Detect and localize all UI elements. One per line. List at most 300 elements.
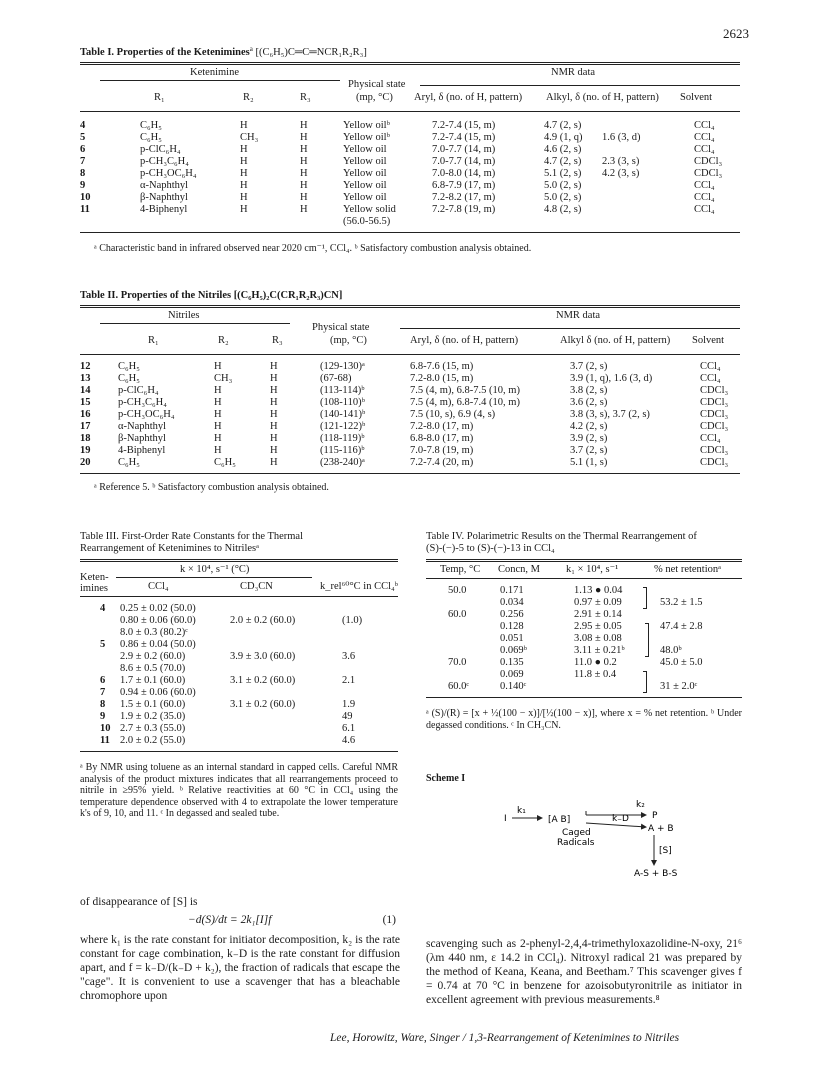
table-cell: 7.2-7.4 (15, m) [432, 120, 496, 131]
table-row [80, 603, 398, 615]
table-cell: H [300, 180, 308, 191]
table-cell: H [300, 204, 308, 215]
header-mp: (mp, °C) [356, 92, 393, 103]
header-nmr: NMR data [551, 67, 596, 78]
table-cell: H [214, 409, 222, 420]
table-cell: 0.86 ± 0.04 (50.0) [120, 639, 196, 650]
table-cell: H [270, 409, 278, 420]
table-cell: α-Naphthyl [140, 180, 189, 191]
table-row [80, 204, 740, 216]
table-cell: 10 [80, 192, 91, 203]
table-row [80, 723, 398, 735]
header-solvent: Solvent [692, 335, 725, 346]
table-cell: C₆H₅ [118, 373, 140, 384]
table-cell: 4.6 [342, 735, 356, 746]
scheme-diagram [426, 787, 742, 877]
scheme-ab: A + B [648, 824, 674, 834]
table-cell: p-CH₃OC₆H₄ [118, 409, 175, 420]
table-cell: 11.8 ± 0.4 [574, 669, 617, 680]
table-cell: C₆H₅ [214, 457, 236, 468]
table-cell: 11 [80, 204, 90, 215]
body-paragraph: scavenging such as 2-phenyl-2,4,4-trimethyloxazolidine-N-oxy, 21⁶ (λm 440 nm, ε 14.2 in CCl₄). Nitroxyl radical 21 was prepared by the method of Keana, Keana, and Beetham.⁷ This scavenger gives f = 0.74 at 70 °C in benzene for azoisobutyronitrile as initiator in excellent agreement with previous measurements.⁸ [426, 938, 742, 1006]
table-row [426, 681, 742, 693]
table-cell: (140-141)ᵇ [320, 409, 366, 420]
table-cell: 7.0-7.8 (19, m) [410, 445, 474, 456]
header-nitriles: Nitriles [168, 310, 200, 321]
table-cell: C₆H₅ [118, 457, 140, 468]
table-cell: 8 [80, 168, 86, 179]
table-cell: 3.9 ± 3.0 (60.0) [230, 651, 296, 662]
header-r1: R₁ [148, 335, 159, 346]
header-r2: R₂ [218, 335, 229, 346]
table-cell: 0.256 [500, 609, 524, 620]
table-2-footnote: ᵃ Reference 5. ᵇ Satisfactory combustion analysis obtained. [94, 482, 329, 493]
table-cell: 60.0ᶜ [448, 681, 470, 692]
table-cell: 6.8-8.0 (17, m) [410, 433, 474, 444]
scheme-cage: [A B] [548, 815, 571, 825]
table-cell: 4.7 (2, s) [544, 156, 582, 167]
table-cell: (129-130)ᵃ [320, 361, 365, 372]
table-cell: H [300, 144, 308, 155]
table-3-body [80, 603, 398, 747]
scheme-products: A-S + B-S [634, 869, 678, 877]
table-cell: 2.7 ± 0.3 (55.0) [120, 723, 186, 734]
header-concn: Concn, M [498, 564, 540, 575]
table-cell: 0.135 [500, 657, 524, 668]
table-cell: p-CH₃OC₆H₄ [140, 168, 197, 179]
table-cell: 0.034 [500, 597, 524, 608]
table-cell: 0.171 [500, 585, 524, 596]
table-2-header [80, 308, 740, 354]
table-cell: H [300, 120, 308, 131]
page-number: 2623 [723, 26, 749, 41]
table-cell: H [300, 192, 308, 203]
table-cell: H [270, 397, 278, 408]
caption-line: (S)-(−)-5 to (S)-(−)-13 in CCl₄ [426, 543, 555, 554]
body-left [80, 895, 400, 1003]
table-cell: CCl₄ [694, 192, 715, 203]
table-row [80, 216, 740, 228]
header-r3: R₃ [300, 92, 311, 103]
table-cell: β-Naphthyl [140, 192, 188, 203]
table-cell: 4.2 (3, s) [602, 168, 640, 179]
table-cell: (67-68) [320, 373, 352, 384]
table-cell: 19 [80, 445, 91, 456]
body-paragraph: where k₁ is the rate constant for initiator decomposition, k₂ is the rate constant for cage combination, k₋D is the rate constant for diffusion apart, and f = k₋D/(k₋D + k₂), the fraction of radicals that escape the "cage". It is convenient to use a scavenger that has a bleachable chromophore upon [80, 934, 400, 1002]
table-1 [80, 47, 740, 255]
table-row [80, 627, 398, 639]
table-cell: CCl₄ [694, 144, 715, 155]
scheme-s: [S] [659, 846, 672, 856]
table-cell: (121-122)ᵇ [320, 421, 366, 432]
table-cell: p-ClC₆H₄ [140, 144, 181, 155]
table-cell: (115-116)ᵇ [320, 445, 365, 456]
header-aryl: Aryl, δ (no. of H, pattern) [410, 335, 519, 346]
table-cell: H [270, 433, 278, 444]
scheme-1 [426, 773, 742, 877]
table-cell: CDCl₃ [694, 156, 723, 167]
table-cell: 6.8-7.9 (17, m) [432, 180, 496, 191]
table-row [80, 168, 740, 180]
table-cell: 1.9 ± 0.2 (35.0) [120, 711, 186, 722]
table-cell: 0.069 [500, 669, 524, 680]
table-row [426, 621, 742, 633]
table-cell: H [214, 385, 222, 396]
table-cell: 60.0 [448, 609, 467, 620]
table-cell: 7.2-8.2 (17, m) [432, 192, 496, 203]
table-row [80, 615, 398, 627]
table-cell: (108-110)ᵇ [320, 397, 365, 408]
table-row [80, 699, 398, 711]
table-4 [426, 531, 742, 732]
table-cell: 7.2-7.4 (20, m) [410, 457, 474, 468]
table-row [426, 669, 742, 681]
table-cell: CCl₄ [700, 373, 721, 384]
table-cell: 4 [80, 120, 86, 131]
table-cell: CCl₄ [694, 204, 715, 215]
table-cell: CDCl₃ [700, 385, 729, 396]
table-row [80, 711, 398, 723]
table-row [80, 445, 740, 457]
table-cell: 6.8-7.6 (15, m) [410, 361, 474, 372]
table-3-caption [80, 531, 398, 555]
header-physical-state: Physical state [312, 322, 370, 333]
table-cell: 1.5 ± 0.1 (60.0) [120, 699, 186, 710]
equation-1 [80, 913, 400, 933]
table-row [80, 409, 740, 421]
table-cell: 4-Biphenyl [118, 445, 166, 456]
table-cell: p-CH₃C₆H₄ [118, 397, 167, 408]
body-intro: of disappearance of [S] is [80, 896, 198, 908]
header-k: k × 10⁴, s⁻¹ (°C) [180, 564, 250, 575]
table-cell: 4.8 (2, s) [544, 204, 582, 215]
table-cell: CCl₄ [694, 180, 715, 191]
table-cell: 17 [80, 421, 91, 432]
table-cell: H [270, 373, 278, 384]
table-row [80, 192, 740, 204]
table-row [80, 457, 740, 469]
table-cell: H [240, 144, 248, 155]
table-cell: 1.9 [342, 699, 356, 710]
table-cell: 2.9 ± 0.2 (60.0) [120, 651, 186, 662]
header-mp: (mp, °C) [330, 335, 367, 346]
table-cell: 7.5 (10, s), 6.9 (4, s) [410, 409, 496, 420]
table-cell: 3.08 ± 0.08 [574, 633, 622, 644]
table-cell: 2.1 [342, 675, 356, 686]
running-footer: Lee, Horowitz, Ware, Singer / 1,3-Rearrangement of Ketenimines to Nitriles [330, 1032, 680, 1044]
table-cell: 5.0 (2, s) [544, 180, 582, 191]
table-cell: H [300, 132, 308, 143]
table-cell: 4 [100, 603, 106, 614]
table-4-header [426, 562, 742, 578]
scheme-k2: k₂ [636, 800, 645, 810]
table-cell: 8.6 ± 0.5 (70.0) [120, 663, 186, 674]
table-cell: 0.97 ± 0.09 [574, 597, 622, 608]
table-cell: 5 [80, 132, 86, 143]
equation: −d(S)/dt = 2k₁[I]f [188, 914, 272, 926]
table-cell: 47.4 ± 2.8 [660, 621, 703, 632]
table-cell: 4.7 (2, s) [544, 120, 582, 131]
table-3-header [80, 562, 398, 596]
table-cell: p-ClC₆H₄ [118, 385, 159, 396]
table-cell: C₆H₅ [140, 132, 162, 143]
table-cell: 50.0 [448, 585, 467, 596]
table-cell: 15 [80, 397, 91, 408]
table-1-footnote: ᵃ Characteristic band in infrared observed near 2020 cm⁻¹, CCl₄. ᵇ Satisfactory combustion analysis obtained. [94, 243, 532, 254]
header-keten: Keten- [80, 572, 109, 583]
table-cell: (1.0) [342, 615, 363, 626]
table-cell: 4-Biphenyl [140, 204, 188, 215]
table-cell: 3.11 ± 0.21ᵇ [574, 645, 625, 656]
header-r3: R₃ [272, 335, 283, 346]
table-cell: 16 [80, 409, 91, 420]
table-row [80, 397, 740, 409]
table-cell: 14 [80, 385, 91, 396]
table-cell: 7.0-7.7 (14, m) [432, 156, 496, 167]
table-2-body [80, 361, 740, 469]
table-cell: 11 [100, 735, 110, 746]
header-ketenimine: Ketenimine [190, 67, 239, 78]
table-cell: 3.7 (2, s) [570, 361, 608, 372]
table-cell: 10 [100, 723, 111, 734]
header-solvent: Solvent [680, 92, 713, 103]
table-cell: 7 [80, 156, 86, 167]
table-row [80, 361, 740, 373]
equation-number: (1) [382, 914, 396, 926]
header-physical-state: Physical state [348, 79, 406, 90]
table-cell: 48.0ᵇ [660, 645, 682, 656]
table-cell: CCl₄ [694, 132, 715, 143]
table-cell: H [214, 421, 222, 432]
table-cell: 6 [100, 675, 106, 686]
table-cell: 70.0 [448, 657, 467, 668]
table-4-body [426, 585, 742, 693]
table-cell: C₆H₅ [140, 120, 162, 131]
table-cell: CCl₄ [700, 361, 721, 372]
table-cell: 1.13 ● 0.04 [574, 585, 623, 596]
table-cell: 11.0 ● 0.2 [574, 657, 617, 668]
table-cell: H [214, 445, 222, 456]
table-cell: 0.80 ± 0.06 (60.0) [120, 615, 196, 626]
table-cell: 3.7 (2, s) [570, 445, 608, 456]
table-cell: CDCl₃ [700, 409, 729, 420]
table-cell: 49 [342, 711, 353, 722]
scheme-reactant: I [504, 814, 507, 824]
table-cell: H [240, 192, 248, 203]
table-cell: Yellow oilᵇ [343, 132, 390, 143]
table-3 [80, 531, 398, 820]
table-cell: (56.0-56.5) [343, 216, 391, 227]
table-row [80, 651, 398, 663]
table-cell: 7.5 (4, m), 6.8-7.4 (10, m) [410, 397, 520, 408]
table-cell: 12 [80, 361, 91, 372]
scheme-title: Scheme I [426, 773, 466, 784]
table-cell: 3.8 (2, s) [570, 385, 608, 396]
table-cell: 7.2-8.0 (17, m) [410, 421, 474, 432]
table-cell: H [240, 180, 248, 191]
table-cell: CDCl₃ [700, 421, 729, 432]
table-cell: H [270, 385, 278, 396]
table-row [80, 120, 740, 132]
table-cell: 53.2 ± 1.5 [660, 597, 703, 608]
table-cell: H [270, 361, 278, 372]
table-cell: H [240, 156, 248, 167]
table-cell: 3.6 [342, 651, 356, 662]
table-cell: 3.9 (2, s) [570, 433, 608, 444]
header-nmr: NMR data [556, 310, 601, 321]
table-cell: (118-119)ᵇ [320, 433, 365, 444]
table-cell: 7.2-7.8 (19, m) [432, 204, 496, 215]
header-krel: k_rel⁶⁰°C in CCl₄ᵇ [320, 581, 398, 592]
table-cell: Yellow oil [343, 192, 387, 203]
table-cell: 7.0-7.7 (14, m) [432, 144, 496, 155]
table-row [80, 421, 740, 433]
header-temp: Temp, °C [440, 564, 481, 575]
table-cell: Yellow oil [343, 156, 387, 167]
table-cell: H [214, 433, 222, 444]
table-cell: 1.7 ± 0.1 (60.0) [120, 675, 186, 686]
table-cell: 7.2-7.4 (15, m) [432, 132, 496, 143]
table-1-body [80, 120, 740, 216]
table-1-caption: Table I. Properties of the Ketenimines$^a$ [(C₆H₅)C═C═NCR₁R₂R₃] [80, 45, 367, 58]
header-retention: % net retentionᵃ [654, 564, 722, 575]
table-cell: 0.25 ± 0.02 (50.0) [120, 603, 196, 614]
table-cell: 0.069ᵇ [500, 645, 527, 656]
table-cell: 4.9 (1, q) [544, 132, 583, 143]
table-row [80, 735, 398, 747]
table-3-footnote: ᵃ By NMR using toluene as an internal standard in capped cells. Careful NMR analysis of the product mixtures indicates that all rearrangements proceed to nitrile in ≥95% yield. ᵇ Relative reactivities at 60 °C in CCl₄ using the temperature dependence observed with 4 to extrapolate the lower temperature k's of 9, 10, and 11. ᶜ In degassed and sealed tube. [80, 762, 398, 819]
caption-line: Rearrangement of Ketenimines to Nitrilesᵃ [80, 543, 259, 554]
table-cell: CH₃ [240, 132, 259, 143]
table-cell: 5.0 (2, s) [544, 192, 582, 203]
table-row [426, 657, 742, 669]
table-cell: CDCl₃ [700, 457, 729, 468]
header-alkyl: Alkyl δ (no. of H, pattern) [560, 335, 671, 346]
table-cell: Yellow oil [343, 180, 387, 191]
table-cell: H [240, 168, 248, 179]
table-row [426, 597, 742, 609]
table-cell: 6 [80, 144, 86, 155]
table-row [426, 645, 742, 657]
table-cell: 45.0 ± 5.0 [660, 657, 703, 668]
table-row [80, 144, 740, 156]
table-cell: 18 [80, 433, 91, 444]
table-cell: 7.0-8.0 (14, m) [432, 168, 496, 179]
table-cell: 8.0 ± 0.3 (80.2)ᶜ [120, 627, 188, 638]
table-cell: (113-114)ᵇ [320, 385, 365, 396]
header-r2: R₂ [243, 92, 254, 103]
table-row [80, 373, 740, 385]
table-cell: CDCl₃ [694, 168, 723, 179]
table-cell: H [270, 445, 278, 456]
header-r1: R₁ [154, 92, 165, 103]
table-cell: H [240, 204, 248, 215]
table-row [80, 433, 740, 445]
table-cell: 2.91 ± 0.14 [574, 609, 622, 620]
table-cell: p-CH₃C₆H₄ [140, 156, 189, 167]
scheme-p: P [652, 811, 658, 821]
header-k1: k₁ × 10⁴, s⁻¹ [566, 564, 619, 575]
table-cell: Yellow oil [343, 168, 387, 179]
table-cell: CCl₄ [700, 433, 721, 444]
table-cell: 0.140ᶜ [500, 681, 527, 692]
caption-line: Table IV. Polarimetric Results on the Thermal Rearrangement of [426, 531, 697, 542]
table-cell: H [214, 361, 222, 372]
table-cell: 5.1 (1, s) [570, 457, 608, 468]
table-cell: CDCl₃ [700, 397, 729, 408]
table-cell: 3.8 (3, s), 3.7 (2, s) [570, 409, 650, 420]
table-row [426, 609, 742, 621]
table-cell: C₆H₅ [118, 361, 140, 372]
table-cell: 5 [100, 639, 106, 650]
table-cell: 5.1 (2, s) [544, 168, 582, 179]
table-cell: 13 [80, 373, 91, 384]
table-cell: 2.0 ± 0.2 (60.0) [230, 615, 296, 626]
table-cell: H [270, 421, 278, 432]
table-cell: 20 [80, 457, 91, 468]
table-row [80, 385, 740, 397]
table-cell: 8 [100, 699, 106, 710]
header-ccl4: CCl₄ [148, 581, 169, 592]
caption-line: Table III. First-Order Rate Constants for the Thermal [80, 531, 304, 542]
table-cell: 9 [80, 180, 86, 191]
table-cell: CDCl₃ [700, 445, 729, 456]
table-cell: 0.051 [500, 633, 524, 644]
table-cell: (238-240)ᵃ [320, 457, 365, 468]
table-2 [80, 290, 740, 494]
table-cell: 3.6 (2, s) [570, 397, 608, 408]
table-4-footnote: ᵃ (S)/(R) = [x + ½(100 − x)]/[½(100 − x)], where x = % net retention. ᵇ Under degassed conditions. ᶜ In CH₃CN. [426, 708, 742, 731]
table-cell: 1.6 (3, d) [602, 132, 641, 143]
table-cell: β-Naphthyl [118, 433, 166, 444]
table-cell: CCl₄ [694, 120, 715, 131]
table-row [426, 633, 742, 645]
table-row [80, 132, 740, 144]
table-cell: 2.95 ± 0.05 [574, 621, 622, 632]
table-cell: Yellow oil [343, 144, 387, 155]
body-right [426, 937, 742, 1007]
table-cell: H [270, 457, 278, 468]
table-cell: H [214, 397, 222, 408]
table-row [80, 687, 398, 699]
table-cell: 31 ± 2.0ᶜ [660, 681, 698, 692]
table-cell: Yellow solid [343, 204, 396, 215]
scheme-radicals: Radicals [557, 838, 595, 848]
table-cell: H [240, 120, 248, 131]
table-4-caption [426, 531, 742, 555]
table-cell: α-Naphthyl [118, 421, 167, 432]
header-aryl: Aryl, δ (no. of H, pattern) [414, 92, 523, 103]
header-imines: imines [80, 583, 108, 594]
table-cell: 3.9 (1, q), 1.6 (3, d) [570, 373, 653, 384]
table-cell: 2.0 ± 0.2 (55.0) [120, 735, 186, 746]
table-cell: 4.2 (2, s) [570, 421, 608, 432]
table-cell: H [300, 156, 308, 167]
scheme-kd: k₋D [612, 814, 629, 824]
table-cell: Yellow oilᵇ [343, 120, 390, 131]
header-alkyl: Alkyl, δ (no. of H, pattern) [546, 92, 659, 103]
table-row [80, 663, 398, 675]
table-cell: 4.6 (2, s) [544, 144, 582, 155]
table-cell: 9 [100, 711, 106, 722]
scheme-k1: k₁ [517, 806, 526, 816]
table-cell: 6.1 [342, 723, 356, 734]
table-cell: 7.2-8.0 (15, m) [410, 373, 474, 384]
table-cell: 7.5 (4, m), 6.8-7.5 (10, m) [410, 385, 520, 396]
table-cell: 2.3 (3, s) [602, 156, 640, 167]
table-row [80, 180, 740, 192]
table-cell: 0.94 ± 0.06 (60.0) [120, 687, 196, 698]
